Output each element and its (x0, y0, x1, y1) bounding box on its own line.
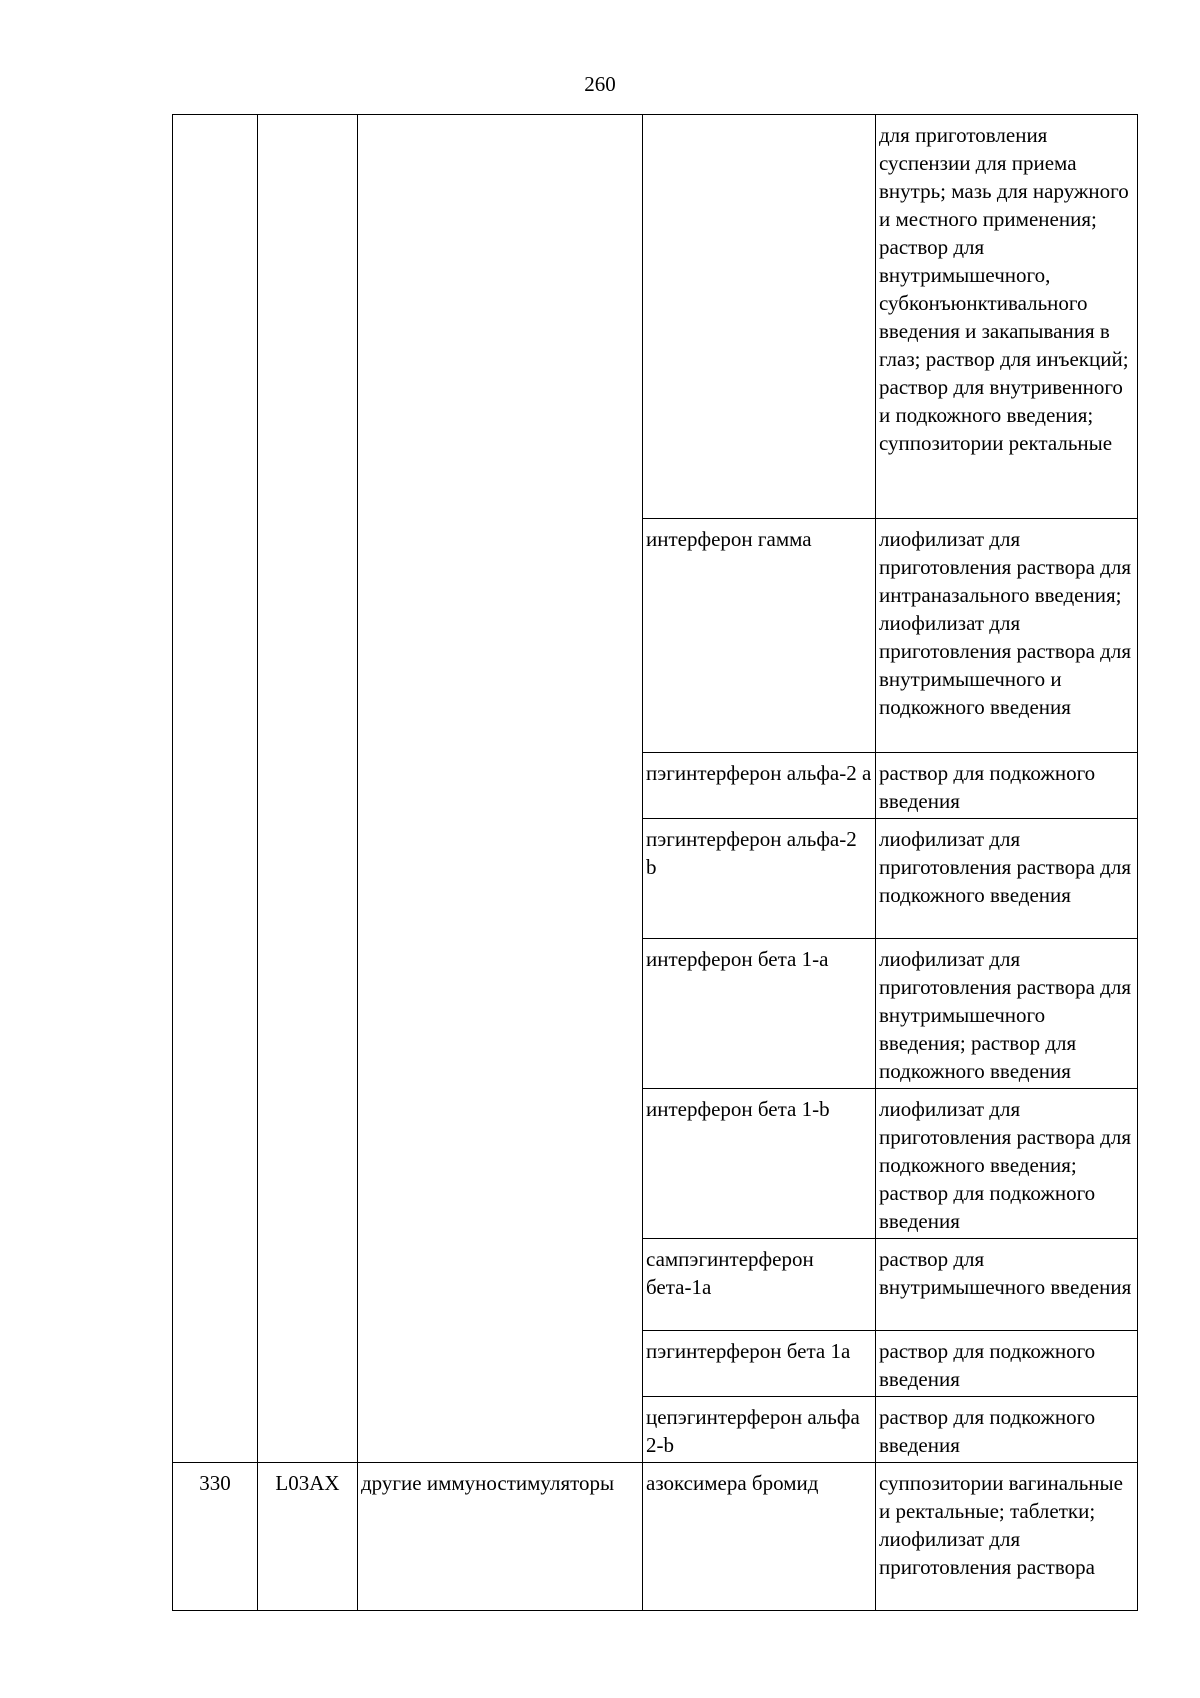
dosage-form-cell (876, 939, 1138, 1089)
drug-name-text: цепэгинтерферон альфа 2-b (646, 1405, 860, 1457)
dosage-form-cell (876, 519, 1138, 753)
dosage-form-text: лиофилизат для приготовления раствора для подкожного введения; раствор для подкожного введения (879, 1097, 1131, 1233)
dosage-form-cell (876, 753, 1138, 819)
page-number: 260 (584, 72, 616, 96)
drug-name-text: сампэгинтерферон бета-1а (646, 1247, 814, 1299)
table-row (173, 1463, 1138, 1611)
drug-name-text: пэгинтерферон альфа-2 а (646, 761, 872, 785)
drug-name-text: пэгинтерферон альфа-2 b (646, 827, 857, 879)
dosage-form-text: раствор для внутримышечного введения (879, 1247, 1132, 1299)
drug-name-cell (643, 819, 876, 939)
dosage-form-cell (876, 1397, 1138, 1463)
dosage-form-cell (876, 1463, 1138, 1611)
drug-name-cell (643, 115, 876, 519)
atc-code-cell (258, 1463, 358, 1611)
dosage-form-cell (876, 1089, 1138, 1239)
dosage-form-cell (876, 819, 1138, 939)
drug-name-cell (643, 1397, 876, 1463)
dosage-form-text: лиофилизат для приготовления раствора для интраназального введения; лиофилизат для приготовления раствора для внутримышечного и подкожного введения (879, 527, 1131, 719)
dosage-form-cell (876, 1331, 1138, 1397)
row-number-text: 330 (199, 1471, 231, 1495)
drug-table (172, 114, 1138, 1611)
drug-name-cell (643, 519, 876, 753)
atc-code-text: L03AX (275, 1471, 340, 1495)
drug-name-text: интерферон бета 1-а (646, 947, 829, 971)
dosage-form-text: для приготовления суспензии для приема внутрь; мазь для наружного и местного применения; раствор для внутримышечного, субконъюнктивального введения и закапывания в глаз; раствор для инъекций; раствор для внутривенного и подкожного введения; суппозитории ректальные (879, 123, 1129, 455)
table-row (173, 115, 1138, 519)
drug-name-cell (643, 1331, 876, 1397)
dosage-form-text: лиофилизат для приготовления раствора для внутримышечного введения; раствор для подкожного введения (879, 947, 1131, 1083)
drug-name-cell (643, 1239, 876, 1331)
drug-name-cell (643, 1463, 876, 1611)
group-name-text: другие иммуностимуляторы (361, 1471, 615, 1495)
drug-name-cell (643, 939, 876, 1089)
row-number-cell (173, 1463, 258, 1611)
group-name-cell (358, 115, 643, 1463)
dosage-form-text: раствор для подкожного введения (879, 1339, 1096, 1391)
row-number-cell (173, 115, 258, 1463)
drug-name-text: интерферон гамма (646, 527, 812, 551)
drug-name-cell (643, 753, 876, 819)
drug-name-text: пэгинтерферон бета 1а (646, 1339, 851, 1363)
drug-name-cell (643, 1089, 876, 1239)
atc-code-cell (258, 115, 358, 1463)
dosage-form-text: раствор для подкожного введения (879, 761, 1096, 813)
dosage-form-cell (876, 1239, 1138, 1331)
drug-name-text: интерферон бета 1-b (646, 1097, 830, 1121)
group-name-cell (358, 1463, 643, 1611)
dosage-form-cell (876, 115, 1138, 519)
dosage-form-text: лиофилизат для приготовления раствора для подкожного введения (879, 827, 1131, 907)
drug-name-text: азоксимера бромид (646, 1471, 819, 1495)
dosage-form-text: суппозитории вагинальные и ректальные; таблетки; лиофилизат для приготовления раствора (879, 1471, 1123, 1579)
dosage-form-text: раствор для подкожного введения (879, 1405, 1096, 1457)
